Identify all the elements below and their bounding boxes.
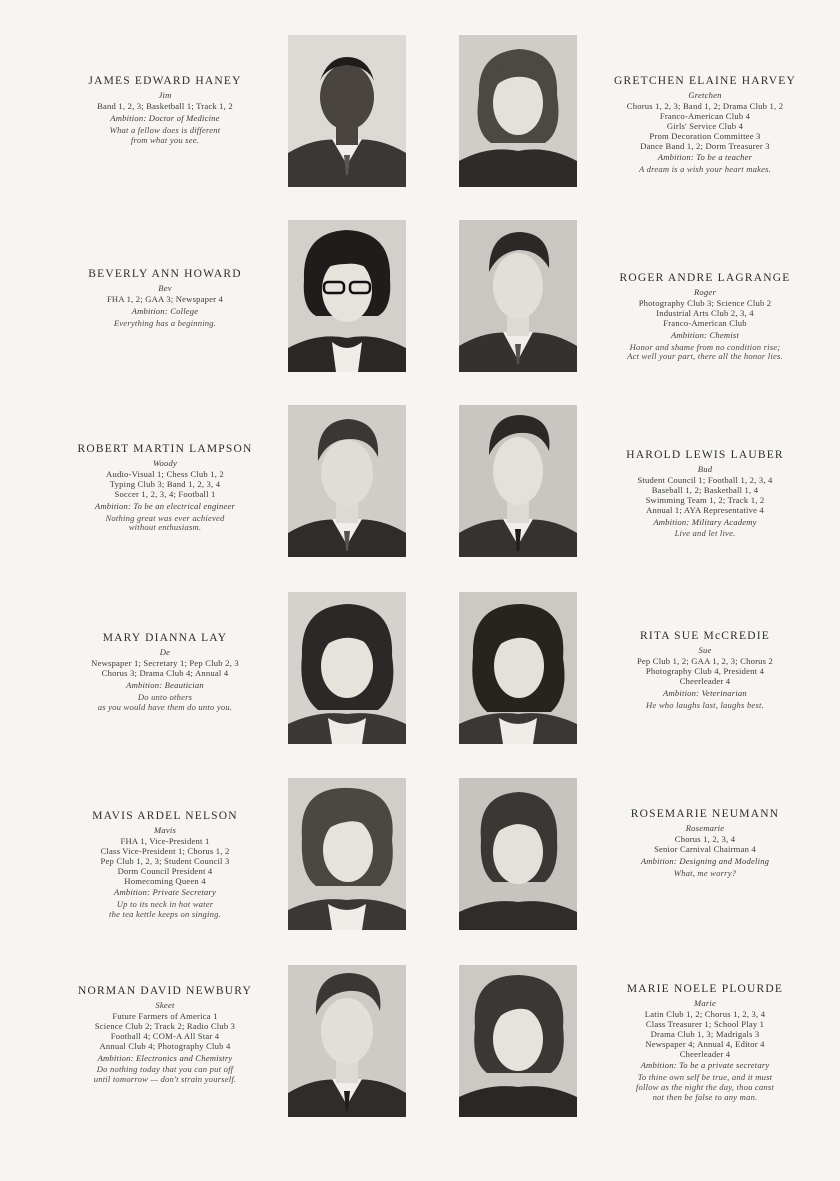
student-bio bbox=[580, 75, 830, 175]
student-activities: Senior Carnival Chairman 4 bbox=[654, 843, 756, 854]
student-quote: Act well your part, there all the honor lies. bbox=[627, 351, 783, 362]
student-activities: Drama Club 1, 3; Madrigals 3 bbox=[650, 1028, 760, 1039]
student-activities: Dorm Council President 4 bbox=[117, 865, 213, 876]
portrait-image bbox=[459, 220, 577, 372]
portrait-image bbox=[459, 35, 577, 187]
student-quote: follow as the night the day, thou canst bbox=[635, 1082, 775, 1093]
student-activities: Industrial Arts Club 2, 3, 4 bbox=[656, 307, 754, 318]
student-row-2 bbox=[0, 220, 840, 380]
student-activities: Band 1, 2, 3; Basketball 1; Track 1, 2 bbox=[97, 101, 233, 112]
student-nickname: Gretchen bbox=[688, 90, 722, 101]
student-ambition: Ambition: To be an electrical engineer bbox=[94, 500, 236, 511]
student-name: ROGER ANDRE LAGRANGE bbox=[619, 272, 791, 284]
student-activities: Cheerleader 4 bbox=[679, 1048, 731, 1059]
student-row-6 bbox=[0, 965, 840, 1125]
student-activities: Chorus 1, 2, 3; Band 1, 2; Drama Club 1, 2 bbox=[626, 101, 784, 112]
student-nickname: Marie bbox=[693, 998, 716, 1009]
student-quote: He who laughs last, laughs best. bbox=[646, 699, 764, 710]
student-nickname: Sue bbox=[698, 645, 712, 656]
student-quote: A dream is a wish your heart makes. bbox=[638, 164, 772, 175]
student-name: MARIE NOELE PLOURDE bbox=[626, 983, 784, 995]
student-bio bbox=[40, 985, 290, 1085]
student-quote: Up to its neck in hot water bbox=[116, 899, 214, 910]
portrait-image bbox=[459, 592, 577, 744]
student-bio bbox=[580, 983, 830, 1103]
student-quote: as you would have them do unto you. bbox=[97, 701, 233, 712]
portrait-image bbox=[459, 965, 577, 1117]
student-row-1 bbox=[0, 35, 840, 195]
student-ambition: Ambition: College bbox=[131, 305, 199, 316]
student-name: MAVIS ARDEL NELSON bbox=[92, 810, 238, 822]
portrait-image bbox=[459, 405, 577, 557]
student-activities: Soccer 1, 2, 3, 4; Football 1 bbox=[114, 488, 216, 499]
student-quote: without enthusiasm. bbox=[128, 522, 202, 533]
student-activities: Newspaper 1; Secretary 1; Pep Club 2, 3 bbox=[91, 658, 239, 669]
student-quote: Live and let live. bbox=[674, 528, 736, 539]
student-ambition: Ambition: Veterinarian bbox=[663, 687, 747, 698]
student-bio bbox=[580, 272, 830, 362]
portrait-image bbox=[288, 35, 406, 187]
student-activities: Class Treasurer 1; School Play 1 bbox=[645, 1018, 765, 1029]
student-bio bbox=[40, 75, 290, 146]
student-activities: Dance Band 1, 2; Dorm Treasurer 3 bbox=[640, 140, 770, 151]
student-activities: Baseball 1, 2; Basketball 1, 4 bbox=[651, 484, 759, 495]
student-ambition: Ambition: Designing and Modeling bbox=[640, 855, 770, 866]
student-bio bbox=[40, 632, 290, 712]
student-activities: Student Council 1; Football 1, 2, 3, 4 bbox=[637, 475, 773, 486]
student-ambition: Ambition: Military Academy bbox=[653, 516, 757, 527]
student-nickname: Skeet bbox=[155, 1000, 175, 1011]
student-portrait-photo bbox=[459, 220, 577, 372]
student-nickname: Roger bbox=[693, 287, 716, 298]
student-ambition: Ambition: Chemist bbox=[670, 329, 740, 340]
student-portrait-photo bbox=[459, 592, 577, 744]
student-activities: Science Club 2; Track 2; Radio Club 3 bbox=[94, 1020, 236, 1031]
student-activities: Newspaper 4; Annual 4, Editor 4 bbox=[645, 1038, 765, 1049]
student-nickname: Bev bbox=[158, 283, 172, 294]
student-activities: Football 4; COM-A All Star 4 bbox=[110, 1030, 220, 1041]
student-quote: What, me worry? bbox=[673, 867, 737, 878]
portrait-image bbox=[288, 405, 406, 557]
student-portrait-photo bbox=[288, 965, 406, 1117]
student-quote: Everything has a beginning. bbox=[113, 317, 217, 328]
student-quote: until tomorrow — don't strain yourself. bbox=[93, 1074, 237, 1085]
student-nickname: Mavis bbox=[153, 825, 176, 836]
portrait-image bbox=[288, 592, 406, 744]
student-nickname: De bbox=[159, 647, 171, 658]
student-activities: Prom Decoration Committee 3 bbox=[649, 130, 761, 141]
student-portrait-photo bbox=[288, 220, 406, 372]
student-name: BEVERLY ANN HOWARD bbox=[88, 268, 242, 280]
portrait-image bbox=[288, 965, 406, 1117]
student-bio bbox=[580, 630, 830, 710]
student-activities: Homecoming Queen 4 bbox=[124, 875, 206, 886]
student-activities: Pep Club 1, 2, 3; Student Council 3 bbox=[100, 855, 230, 866]
student-activities: Photography Club 3; Science Club 2 bbox=[638, 298, 772, 309]
student-quote: What a fellow does is different bbox=[109, 124, 221, 135]
student-portrait-photo bbox=[288, 405, 406, 557]
student-activities: FHA 1, Vice-President 1 bbox=[120, 836, 210, 847]
student-name: MARY DIANNA LAY bbox=[102, 632, 228, 644]
student-activities: Future Farmers of America 1 bbox=[112, 1011, 218, 1022]
student-portrait-photo bbox=[459, 965, 577, 1117]
student-name: JAMES EDWARD HANEY bbox=[88, 75, 242, 87]
student-activities: Class Vice-President 1; Chorus 1, 2 bbox=[100, 845, 230, 856]
student-quote: the tea kettle keeps on singing. bbox=[109, 909, 221, 920]
student-ambition: Ambition: Electronics and Chemistry bbox=[97, 1052, 233, 1063]
student-name: NORMAN DAVID NEWBURY bbox=[78, 985, 252, 997]
student-activities: Cheerleader 4 bbox=[679, 675, 731, 686]
student-nickname: Bud bbox=[697, 464, 713, 475]
student-ambition: Ambition: Private Secretary bbox=[114, 887, 216, 898]
student-bio bbox=[580, 449, 830, 539]
student-quote: not then be false to any man. bbox=[652, 1092, 758, 1103]
student-bio bbox=[40, 443, 290, 533]
student-portrait-photo bbox=[288, 35, 406, 187]
student-bio bbox=[580, 808, 830, 879]
student-name: ROBERT MARTIN LAMPSON bbox=[77, 443, 253, 455]
student-bio bbox=[40, 810, 290, 920]
student-activities: FHA 1, 2; GAA 3; Newspaper 4 bbox=[106, 294, 224, 305]
student-bio bbox=[40, 268, 290, 329]
student-activities: Latin Club 1, 2; Chorus 1, 2, 3, 4 bbox=[644, 1009, 766, 1020]
student-nickname: Rosemarie bbox=[685, 823, 725, 834]
student-portrait-photo bbox=[288, 778, 406, 930]
student-ambition: Ambition: Doctor of Medicine bbox=[110, 112, 220, 123]
student-quote: To thine own self be true, and it must bbox=[637, 1072, 773, 1083]
student-ambition: Ambition: Beautician bbox=[126, 679, 204, 690]
student-quote: from what you see. bbox=[130, 134, 200, 145]
portrait-image bbox=[288, 220, 406, 372]
student-ambition: Ambition: To be a teacher bbox=[657, 152, 753, 163]
student-nickname: Jim bbox=[158, 90, 172, 101]
student-portrait-photo bbox=[459, 405, 577, 557]
student-nickname: Woody bbox=[152, 458, 178, 469]
student-activities: Swimming Team 1, 2; Track 1, 2 bbox=[645, 494, 765, 505]
student-activities: Chorus 1, 2, 3, 4 bbox=[674, 834, 736, 845]
student-name: ROSEMARIE NEUMANN bbox=[630, 808, 780, 820]
student-row-3 bbox=[0, 405, 840, 565]
student-activities: Franco-American Club bbox=[663, 317, 747, 328]
student-activities: Audio-Visual 1; Chess Club 1, 2 bbox=[106, 469, 224, 480]
student-ambition: Ambition: To be a private secretary bbox=[640, 1060, 770, 1071]
student-activities: Chorus 3; Drama Club 4; Annual 4 bbox=[101, 667, 229, 678]
student-quote: Honor and shame from no condition rise; bbox=[629, 341, 781, 352]
student-name: RITA SUE McCREDIE bbox=[639, 630, 770, 642]
student-quote: Nothing great was ever achieved bbox=[105, 512, 225, 523]
student-activities: Franco-American Club 4 bbox=[659, 110, 751, 121]
student-activities: Pep Club 1, 2; GAA 1, 2, 3; Chorus 2 bbox=[636, 656, 774, 667]
student-activities: Girls' Service Club 4 bbox=[666, 120, 744, 131]
student-portrait-photo bbox=[288, 592, 406, 744]
student-name: GRETCHEN ELAINE HARVEY bbox=[614, 75, 796, 87]
student-activities: Annual Club 4; Photography Club 4 bbox=[99, 1040, 231, 1051]
student-portrait-photo bbox=[459, 35, 577, 187]
student-quote: Do nothing today that you can put off bbox=[96, 1064, 234, 1075]
portrait-image bbox=[288, 778, 406, 930]
student-activities: Annual 1; AYA Representative 4 bbox=[646, 504, 764, 515]
student-activities: Typing Club 3; Band 1, 2, 3, 4 bbox=[109, 478, 221, 489]
student-activities: Photography Club 4, President 4 bbox=[645, 665, 765, 676]
student-portrait-photo bbox=[459, 778, 577, 930]
student-quote: Do unto others bbox=[137, 691, 193, 702]
student-name: HAROLD LEWIS LAUBER bbox=[626, 449, 784, 461]
student-row-4 bbox=[0, 592, 840, 752]
portrait-image bbox=[459, 778, 577, 930]
student-row-5 bbox=[0, 778, 840, 938]
